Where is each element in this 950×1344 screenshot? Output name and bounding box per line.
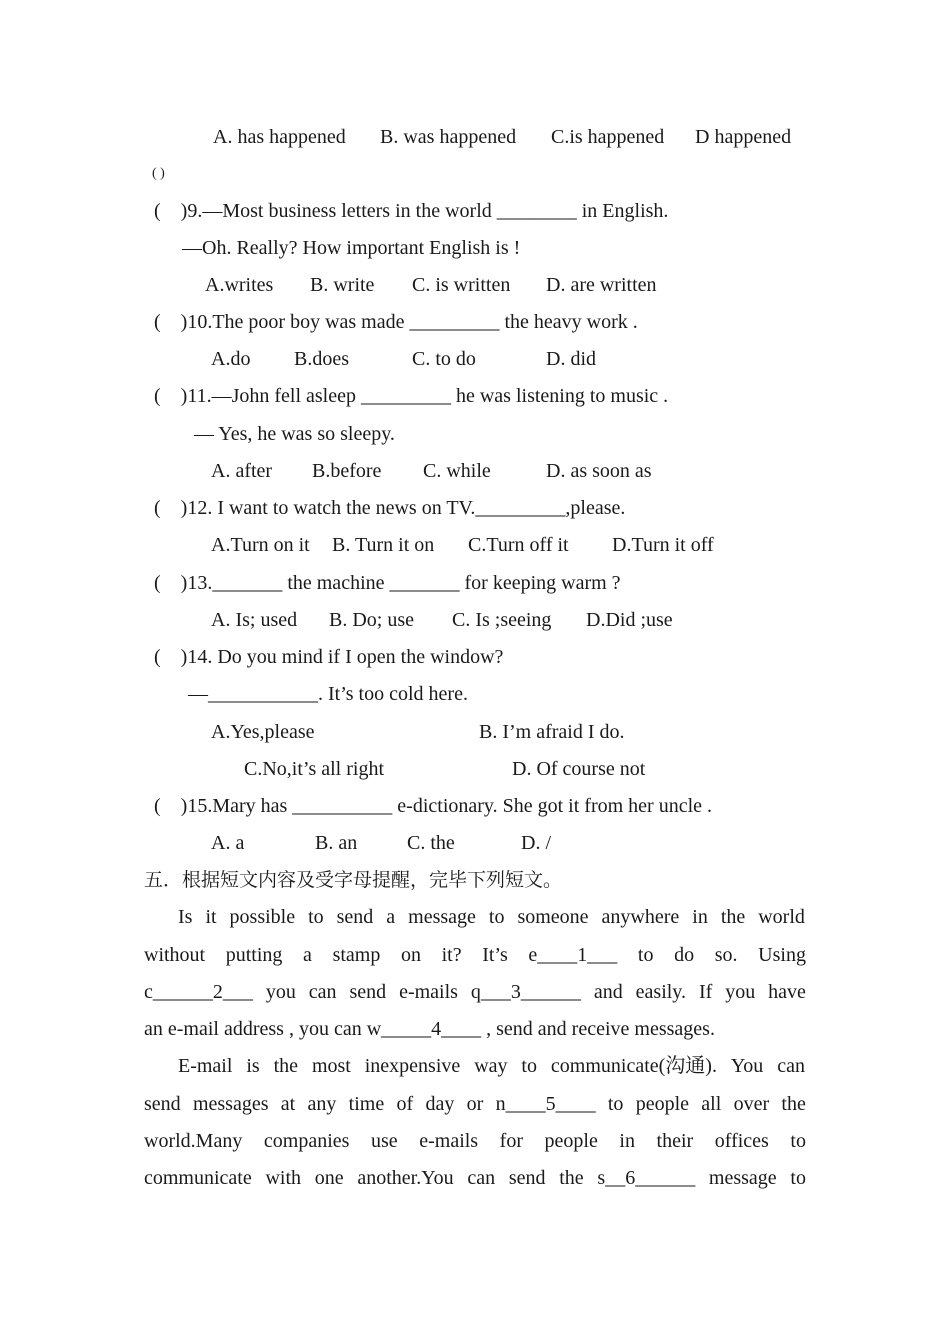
passage-word: any [307, 1093, 337, 1115]
q12-stem: ( )12. I want to watch the news on TV._________,please. [154, 497, 626, 519]
q11-option-a: A. after [211, 460, 273, 482]
q10-option-d: D. did [546, 348, 596, 370]
passage-word: to [637, 944, 654, 966]
q10-stem: ( )10.The poor boy was made _________ the heavy work . [154, 311, 638, 333]
q15-stem: ( )15.Mary has __________ e-dictionary. She got it from her uncle . [154, 795, 713, 817]
passage-word: can [308, 981, 337, 1003]
passage-word: day [425, 1093, 455, 1115]
passage-word: message [408, 906, 476, 928]
q11-option-d: D. as soon as [546, 460, 652, 482]
passage-word: to [790, 1130, 806, 1152]
passage-word: offices [714, 1130, 769, 1152]
passage-word: putting [225, 944, 283, 966]
passage-word: in [692, 906, 708, 928]
passage-word: people [635, 1093, 690, 1115]
q8-option-c: C.is happened [551, 126, 665, 148]
q13-stem: ( )13._______ the machine _______ for keeping warm ? [154, 572, 621, 594]
passage-word: the [559, 1167, 584, 1189]
passage-word: communicate(沟通). [550, 1055, 717, 1077]
passage-word: their [656, 1130, 694, 1152]
passage-word: someone [517, 906, 589, 928]
passage-word: and [593, 981, 623, 1003]
q12-option-a: A.Turn on it [211, 534, 310, 556]
passage-word: to [488, 906, 505, 928]
passage-p2-line-3 [144, 1129, 806, 1153]
passage-word: it [205, 906, 217, 928]
passage-word: If [698, 981, 713, 1003]
q8-option-b: B. was happened [380, 126, 517, 148]
passage-word: send [349, 981, 387, 1003]
passage-word: easily. [635, 981, 687, 1003]
passage-word: the [781, 1093, 806, 1115]
passage-word: or [466, 1093, 484, 1115]
passage-word: anywhere [601, 906, 680, 928]
passage-word: the [720, 906, 746, 928]
passage-word: at [280, 1093, 296, 1115]
passage-word: messages [192, 1093, 269, 1115]
passage-word: with [265, 1167, 302, 1189]
q14-option-d: D. Of course not [512, 758, 646, 780]
passage-word: way [474, 1055, 508, 1077]
passage-word: for [499, 1130, 523, 1152]
q8-option-d: D happened [695, 126, 792, 148]
passage-word: companies [263, 1130, 350, 1152]
passage-word: a [386, 906, 396, 928]
q10-option-b: B.does [294, 348, 349, 370]
passage-word: e-mails [399, 981, 458, 1003]
passage-word: message [708, 1167, 777, 1189]
passage-word: people [544, 1130, 598, 1152]
passage-word: without [144, 944, 206, 966]
passage-word: Using [758, 944, 806, 966]
q15-option-c: C. the [407, 832, 455, 854]
passage-word: do [674, 944, 695, 966]
passage-word: e____1___ [528, 944, 618, 966]
passage-word: you [725, 981, 756, 1003]
q8-answer-bracket: ( ) [152, 166, 165, 181]
section-5-title: 五．根据短文内容及受字母提醒，完毕下列短文。 [144, 869, 563, 891]
passage-word: It’s [482, 944, 508, 966]
passage-word: can [467, 1167, 496, 1189]
q14-stem: ( )14. Do you mind if I open the window? [154, 646, 504, 668]
passage-word: in [619, 1130, 635, 1152]
passage-word: to [790, 1167, 806, 1189]
passage-word: the [273, 1055, 299, 1077]
passage-word: can [777, 1055, 805, 1077]
q10-option-c: C. to do [412, 348, 476, 370]
q15-option-b: B. an [315, 832, 358, 854]
q14-option-b: B. I’m afraid I do. [479, 721, 625, 743]
passage-word: q___3______ [470, 981, 581, 1003]
passage-p2-line-4 [144, 1166, 806, 1190]
q12-option-c: C.Turn off it [468, 534, 569, 556]
passage-word: a [303, 944, 312, 966]
passage-word: another.You [357, 1167, 454, 1189]
q13-option-b: B. Do; use [329, 609, 414, 631]
passage-p2-line-2 [144, 1092, 806, 1116]
passage-word: on [400, 944, 421, 966]
passage-word: You [730, 1055, 764, 1077]
passage-p1-line-2 [144, 943, 806, 967]
q13-option-a: A. Is; used [211, 609, 298, 631]
q15-option-d: D. / [521, 832, 551, 854]
passage-word: of [396, 1093, 414, 1115]
q13-option-d: D.Did ;use [586, 609, 673, 631]
q9-option-a: A.writes [205, 274, 274, 296]
passage-word: c______2___ [144, 981, 253, 1003]
q10-option-a: A.do [211, 348, 251, 370]
passage-word: have [768, 981, 806, 1003]
q9-reply: —Oh. Really? How important English is ! [182, 237, 521, 259]
q13-option-c: C. Is ;seeing [452, 609, 552, 631]
passage-word: most [311, 1055, 351, 1077]
passage-word: over [733, 1093, 770, 1115]
passage-word: to [607, 1093, 624, 1115]
passage-word: to [521, 1055, 537, 1077]
q15-option-a: A. a [211, 832, 245, 854]
passage-word: world.Many [144, 1130, 243, 1152]
passage-word: send [508, 1167, 546, 1189]
passage-word: e-mails [419, 1130, 479, 1152]
passage-word: it? [441, 944, 462, 966]
passage-word: send [144, 1093, 181, 1115]
q11-stem: ( )11.—John fell asleep _________ he was listening to music . [154, 385, 669, 407]
passage-word: stamp [332, 944, 381, 966]
passage-word: all [701, 1093, 722, 1115]
q11-reply: — Yes, he was so sleepy. [194, 423, 395, 445]
passage-word: world [758, 906, 805, 928]
passage-word: to [308, 906, 324, 928]
passage-word: E-mail [178, 1055, 233, 1077]
q14-reply: —___________. It’s too cold here. [188, 683, 468, 705]
passage-p1-line-3 [144, 980, 806, 1004]
passage-word: inexpensive [364, 1055, 461, 1077]
passage-word: time [348, 1093, 385, 1115]
passage-word: send [336, 906, 374, 928]
q12-option-d: D.Turn it off [612, 534, 714, 556]
passage-word: possible [229, 906, 296, 928]
q9-option-b: B. write [310, 274, 375, 296]
q9-option-d: D. are written [546, 274, 657, 296]
passage-word: one [314, 1167, 344, 1189]
passage-word: n____5____ [495, 1093, 596, 1115]
q11-option-c: C. while [423, 460, 491, 482]
passage-word: s__6______ [597, 1167, 696, 1189]
passage-p1-line-4: an e-mail address , you can w_____4____ , send and receive messages. [144, 1018, 715, 1040]
passage-p2-line-1 [178, 1054, 805, 1078]
passage-word: Is [178, 906, 193, 928]
q9-option-c: C. is written [412, 274, 511, 296]
q12-option-b: B. Turn it on [332, 534, 435, 556]
q9-stem: ( )9.—Most business letters in the world ________ in English. [154, 200, 669, 222]
passage-word: so. [714, 944, 738, 966]
q14-option-a: A.Yes,please [211, 721, 315, 743]
passage-word: use [370, 1130, 398, 1152]
q14-option-c: C.No,it’s all right [244, 758, 384, 780]
q8-option-a: A. has happened [213, 126, 346, 148]
passage-word: communicate [144, 1167, 252, 1189]
passage-word: you [265, 981, 296, 1003]
passage-word: is [246, 1055, 260, 1077]
q11-option-b: B.before [312, 460, 382, 482]
passage-p1-line-1 [178, 905, 805, 929]
